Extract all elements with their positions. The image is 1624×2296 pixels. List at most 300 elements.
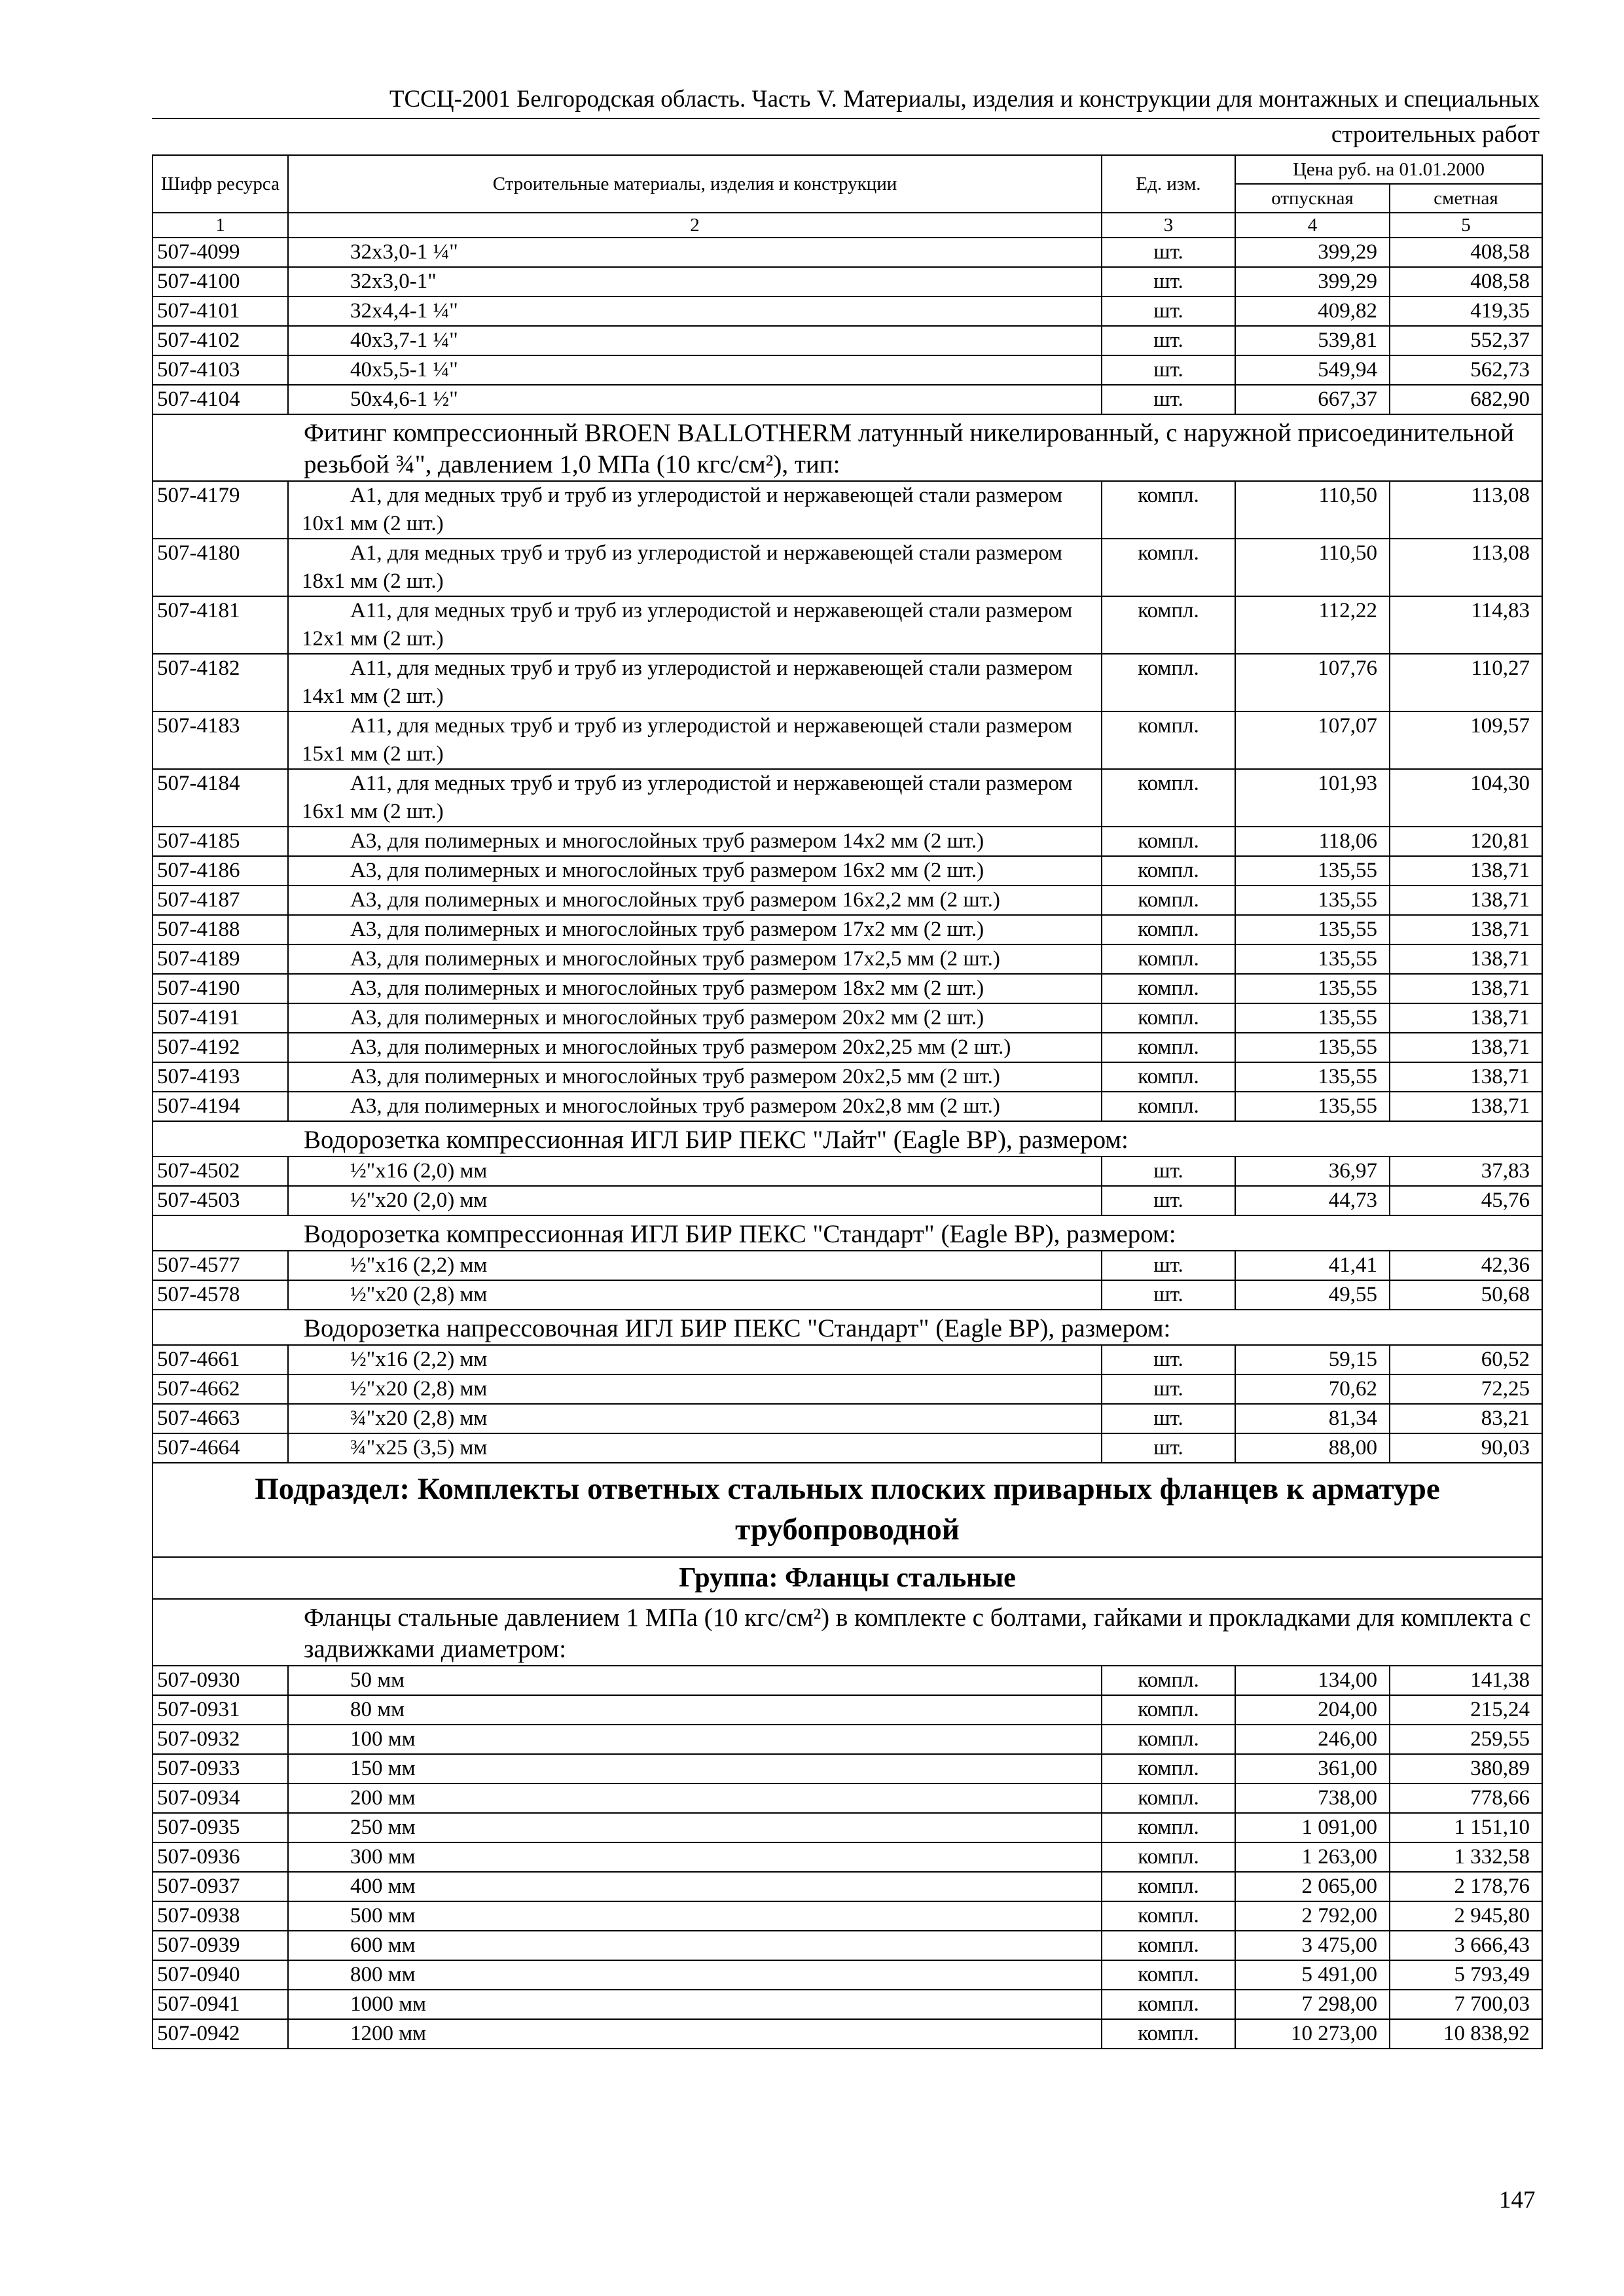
- unit-of-measure: компл.: [1102, 1092, 1235, 1121]
- resource-code: 507-4187: [153, 886, 288, 915]
- item-name: [288, 1990, 1102, 2019]
- item-name-text: 32х4,4-1 ¼": [350, 299, 458, 323]
- resource-code: 507-0940: [153, 1960, 288, 1990]
- unit-of-measure: компл.: [1102, 974, 1235, 1003]
- release-price: 3 475,00: [1235, 1931, 1390, 1960]
- resource-code: 507-4102: [153, 326, 288, 355]
- item-name: [288, 1931, 1102, 1960]
- resource-code: 507-4184: [153, 769, 288, 827]
- item-name: [288, 1280, 1102, 1310]
- item-name: [288, 1725, 1102, 1754]
- resource-code: 507-0933: [153, 1754, 288, 1784]
- table-body: [153, 238, 1542, 2049]
- estimate-price: 110,27: [1390, 654, 1542, 711]
- unit-of-measure: компл.: [1102, 596, 1235, 654]
- unit-of-measure: шт.: [1102, 296, 1235, 326]
- unit-of-measure: компл.: [1102, 1062, 1235, 1092]
- item-name: [288, 1157, 1102, 1186]
- item-name: [288, 1754, 1102, 1784]
- unit-of-measure: компл.: [1102, 711, 1235, 769]
- release-price: 5 491,00: [1235, 1960, 1390, 1990]
- unit-of-measure: шт.: [1102, 238, 1235, 267]
- item-name: [288, 915, 1102, 944]
- col-header-code: Шифр ресурса: [153, 155, 288, 213]
- group-heading-lite: Водорозетка компрессионная ИГЛ БИР ПЕКС "Лайт" (Eagle BP), размером:: [153, 1121, 1542, 1157]
- unit-of-measure: компл.: [1102, 1666, 1235, 1695]
- table-row: [153, 1433, 1542, 1463]
- table-row: [153, 2019, 1542, 2049]
- item-name-text: ½"х16 (2,2) мм: [350, 1348, 488, 1371]
- item-name: [288, 596, 1102, 654]
- table-row: [153, 1092, 1542, 1121]
- item-name: [288, 238, 1102, 267]
- item-name-text: 500 мм: [350, 1904, 416, 1928]
- item-name-text: А3, для полимерных и многослойных труб размером 14х2 мм (2 шт.): [350, 829, 984, 853]
- unit-of-measure: шт.: [1102, 1251, 1235, 1280]
- release-price: 1 091,00: [1235, 1813, 1390, 1842]
- release-price: 667,37: [1235, 385, 1390, 414]
- resource-code: 507-4100: [153, 267, 288, 296]
- resource-code: 507-4182: [153, 654, 288, 711]
- item-name: [288, 1404, 1102, 1433]
- unit-of-measure: компл.: [1102, 915, 1235, 944]
- unit-of-measure: шт.: [1102, 1280, 1235, 1310]
- resource-code: 507-4180: [153, 539, 288, 596]
- estimate-price: 380,89: [1390, 1754, 1542, 1784]
- release-price: 41,41: [1235, 1251, 1390, 1280]
- table-row: [153, 1251, 1542, 1280]
- item-name: [288, 1345, 1102, 1374]
- estimate-price: 138,71: [1390, 915, 1542, 944]
- item-name-text: 250 мм: [350, 1816, 416, 1839]
- table-row: [153, 915, 1542, 944]
- item-name: [288, 1251, 1102, 1280]
- unit-of-measure: компл.: [1102, 2019, 1235, 2049]
- item-name-text: 600 мм: [350, 1933, 416, 1957]
- item-name-text: 1000 мм: [350, 1992, 427, 2016]
- resource-code: 507-4503: [153, 1186, 288, 1215]
- table-row: [153, 267, 1542, 296]
- group-title: Группа: Фланцы стальные: [153, 1557, 1542, 1599]
- resource-code: 507-4663: [153, 1404, 288, 1433]
- table-row: [153, 1186, 1542, 1215]
- release-price: 81,34: [1235, 1404, 1390, 1433]
- unit-of-measure: компл.: [1102, 1931, 1235, 1960]
- resource-code: 507-0935: [153, 1813, 288, 1842]
- table-row: [153, 827, 1542, 856]
- item-name-text: ½"х16 (2,0) мм: [350, 1159, 488, 1183]
- table-row: [153, 1062, 1542, 1092]
- table-row: [153, 856, 1542, 886]
- item-name-text: А3, для полимерных и многослойных труб размером 16х2 мм (2 шт.): [350, 859, 984, 882]
- estimate-price: 2 945,80: [1390, 1901, 1542, 1931]
- release-price: 49,55: [1235, 1280, 1390, 1310]
- table-row: [153, 238, 1542, 267]
- table-row: [153, 1990, 1542, 2019]
- table-row: [153, 1157, 1542, 1186]
- item-name-text: А11, для медных труб и труб из углеродистой и нержавеющей стали размером 12х1 мм (2 шт.): [302, 599, 1073, 651]
- unit-of-measure: шт.: [1102, 1186, 1235, 1215]
- unit-of-measure: компл.: [1102, 1990, 1235, 2019]
- unit-of-measure: компл.: [1102, 539, 1235, 596]
- release-price: 135,55: [1235, 1033, 1390, 1062]
- group-row: [153, 1121, 1542, 1157]
- release-price: 246,00: [1235, 1725, 1390, 1754]
- unit-of-measure: компл.: [1102, 1003, 1235, 1033]
- item-name-text: 400 мм: [350, 1874, 416, 1898]
- table-row: [153, 1725, 1542, 1754]
- resource-code: 507-4193: [153, 1062, 288, 1092]
- estimate-price: 138,71: [1390, 974, 1542, 1003]
- estimate-price: 138,71: [1390, 1092, 1542, 1121]
- estimate-price: 682,90: [1390, 385, 1542, 414]
- estimate-price: 562,73: [1390, 355, 1542, 385]
- estimate-price: 552,37: [1390, 326, 1542, 355]
- item-name: [288, 385, 1102, 414]
- unit-of-measure: шт.: [1102, 385, 1235, 414]
- col-header-release-price: отпускная: [1235, 184, 1390, 213]
- estimate-price: 50,68: [1390, 1280, 1542, 1310]
- item-name-text: А11, для медных труб и труб из углеродистой и нержавеющей стали размером 16х1 мм (2 шт.): [302, 772, 1073, 823]
- unit-of-measure: шт.: [1102, 1374, 1235, 1404]
- item-name-text: 100 мм: [350, 1727, 416, 1751]
- release-price: 110,50: [1235, 539, 1390, 596]
- release-price: 539,81: [1235, 326, 1390, 355]
- unit-of-measure: компл.: [1102, 1842, 1235, 1872]
- group-row: [153, 1215, 1542, 1251]
- unit-of-measure: компл.: [1102, 1813, 1235, 1842]
- estimate-price: 72,25: [1390, 1374, 1542, 1404]
- item-name: [288, 974, 1102, 1003]
- header-line-1: ТССЦ-2001 Белгородская область. Часть V. Материалы, изделия и конструкции для монтажных и специальных: [389, 86, 1540, 113]
- release-price: 7 298,00: [1235, 1990, 1390, 2019]
- resource-code: 507-4502: [153, 1157, 288, 1186]
- table-row: [153, 1374, 1542, 1404]
- estimate-price: 5 793,49: [1390, 1960, 1542, 1990]
- resource-code: 507-4661: [153, 1345, 288, 1374]
- group-heading-press: Водорозетка напрессовочная ИГЛ БИР ПЕКС "Стандарт" (Eagle BP), размером:: [153, 1310, 1542, 1345]
- resource-code: 507-4190: [153, 974, 288, 1003]
- resource-code: 507-0942: [153, 2019, 288, 2049]
- table-row: [153, 355, 1542, 385]
- resource-code: 507-4578: [153, 1280, 288, 1310]
- price-table: [152, 154, 1543, 2049]
- resource-code: 507-0934: [153, 1784, 288, 1813]
- col-header-name: Строительные материалы, изделия и конструкции: [288, 155, 1102, 213]
- resource-code: 507-4194: [153, 1092, 288, 1121]
- release-price: 135,55: [1235, 1003, 1390, 1033]
- table-row: [153, 385, 1542, 414]
- item-name: [288, 711, 1102, 769]
- release-price: 135,55: [1235, 856, 1390, 886]
- item-name: [288, 769, 1102, 827]
- estimate-price: 60,52: [1390, 1345, 1542, 1374]
- col-number-5: 5: [1390, 213, 1542, 238]
- estimate-price: 778,66: [1390, 1784, 1542, 1813]
- resource-code: 507-0939: [153, 1931, 288, 1960]
- unit-of-measure: компл.: [1102, 827, 1235, 856]
- resource-code: 507-4181: [153, 596, 288, 654]
- table-row: [153, 1813, 1542, 1842]
- release-price: 135,55: [1235, 974, 1390, 1003]
- table-row: [153, 1842, 1542, 1872]
- estimate-price: 113,08: [1390, 481, 1542, 539]
- resource-code: 507-0936: [153, 1842, 288, 1872]
- resource-code: 507-4664: [153, 1433, 288, 1463]
- item-name: [288, 1695, 1102, 1725]
- table-row: [153, 326, 1542, 355]
- resource-code: 507-4577: [153, 1251, 288, 1280]
- release-price: 101,93: [1235, 769, 1390, 827]
- item-name: [288, 856, 1102, 886]
- release-price: 361,00: [1235, 1754, 1390, 1784]
- resource-code: 507-4192: [153, 1033, 288, 1062]
- table-row: [153, 1404, 1542, 1433]
- estimate-price: 1 151,10: [1390, 1813, 1542, 1842]
- estimate-price: 120,81: [1390, 827, 1542, 856]
- col-header-estimate-price: сметная: [1390, 184, 1542, 213]
- item-name-text: 200 мм: [350, 1786, 416, 1810]
- resource-code: 507-0930: [153, 1666, 288, 1695]
- item-name: [288, 1033, 1102, 1062]
- unit-of-measure: компл.: [1102, 1754, 1235, 1784]
- item-name-text: 50х4,6-1 ½": [350, 387, 458, 411]
- unit-of-measure: компл.: [1102, 769, 1235, 827]
- item-name-text: 40х3,7-1 ¼": [350, 329, 458, 352]
- item-name-text: А3, для полимерных и многослойных труб размером 16х2,2 мм (2 шт.): [350, 888, 1000, 912]
- unit-of-measure: шт.: [1102, 267, 1235, 296]
- group-row: [153, 414, 1542, 481]
- item-name: [288, 1092, 1102, 1121]
- subsection-title: Подраздел: Комплекты ответных стальных плоских приварных фланцев к арматуре трубопроводной: [153, 1463, 1542, 1557]
- release-price: 10 273,00: [1235, 2019, 1390, 2049]
- release-price: 107,76: [1235, 654, 1390, 711]
- item-name: [288, 481, 1102, 539]
- unit-of-measure: компл.: [1102, 1784, 1235, 1813]
- item-name: [288, 1872, 1102, 1901]
- table-row: [153, 539, 1542, 596]
- item-name-text: ½"х20 (2,8) мм: [350, 1377, 488, 1401]
- release-price: 549,94: [1235, 355, 1390, 385]
- estimate-price: 419,35: [1390, 296, 1542, 326]
- release-price: 1 263,00: [1235, 1842, 1390, 1872]
- table-row: [153, 1033, 1542, 1062]
- item-name-text: ½"х16 (2,2) мм: [350, 1253, 488, 1277]
- col-number-2: 2: [288, 213, 1102, 238]
- resource-code: 507-4101: [153, 296, 288, 326]
- release-price: 409,82: [1235, 296, 1390, 326]
- table-row: [153, 1280, 1542, 1310]
- resource-code: 507-4191: [153, 1003, 288, 1033]
- header-line-2: строительных работ: [1331, 121, 1540, 148]
- item-name-text: 150 мм: [350, 1757, 416, 1780]
- estimate-price: 104,30: [1390, 769, 1542, 827]
- table-row: [153, 596, 1542, 654]
- table-row: [153, 1666, 1542, 1695]
- item-name-text: 32х3,0-1 ¼": [350, 240, 458, 264]
- group-row: [153, 1599, 1542, 1666]
- release-price: 399,29: [1235, 238, 1390, 267]
- table-row: [153, 711, 1542, 769]
- group-heading-standard: Водорозетка компрессионная ИГЛ БИР ПЕКС "Стандарт" (Eagle BP), размером:: [153, 1215, 1542, 1251]
- item-name: [288, 654, 1102, 711]
- item-name: [288, 539, 1102, 596]
- table-row: [153, 1695, 1542, 1725]
- release-price: 88,00: [1235, 1433, 1390, 1463]
- unit-of-measure: шт.: [1102, 355, 1235, 385]
- col-number-4: 4: [1235, 213, 1390, 238]
- item-name: [288, 2019, 1102, 2049]
- resource-code: 507-4185: [153, 827, 288, 856]
- estimate-price: 37,83: [1390, 1157, 1542, 1186]
- item-name: [288, 1374, 1102, 1404]
- item-name-text: А1, для медных труб и труб из углеродистой и нержавеющей стали размером 10х1 мм (2 шт.): [302, 484, 1062, 535]
- item-name-text: А3, для полимерных и многослойных труб размером 20х2,8 мм (2 шт.): [350, 1094, 1000, 1118]
- estimate-price: 138,71: [1390, 1062, 1542, 1092]
- estimate-price: 141,38: [1390, 1666, 1542, 1695]
- estimate-price: 259,55: [1390, 1725, 1542, 1754]
- release-price: 135,55: [1235, 1092, 1390, 1121]
- unit-of-measure: компл.: [1102, 886, 1235, 915]
- estimate-price: 7 700,03: [1390, 1990, 1542, 2019]
- item-name-text: А1, для медных труб и труб из углеродистой и нержавеющей стали размером 18х1 мм (2 шт.): [302, 541, 1062, 593]
- resource-code: 507-0931: [153, 1695, 288, 1725]
- estimate-price: 138,71: [1390, 1003, 1542, 1033]
- item-name-text: А11, для медных труб и труб из углеродистой и нержавеющей стали размером 14х1 мм (2 шт.): [302, 656, 1073, 708]
- release-price: 135,55: [1235, 1062, 1390, 1092]
- unit-of-measure: компл.: [1102, 944, 1235, 974]
- table-row: [153, 974, 1542, 1003]
- col-header-unit: Ед. изм.: [1102, 155, 1235, 213]
- item-name-text: А3, для полимерных и многослойных труб размером 20х2,25 мм (2 шт.): [350, 1035, 1011, 1059]
- unit-of-measure: компл.: [1102, 1960, 1235, 1990]
- resource-code: 507-4179: [153, 481, 288, 539]
- release-price: 44,73: [1235, 1186, 1390, 1215]
- resource-code: 507-4183: [153, 711, 288, 769]
- unit-of-measure: компл.: [1102, 856, 1235, 886]
- estimate-price: 138,71: [1390, 1033, 1542, 1062]
- item-name-text: А3, для полимерных и многослойных труб размером 20х2,5 мм (2 шт.): [350, 1065, 1000, 1088]
- item-name: [288, 1666, 1102, 1695]
- item-name-text: ½"х20 (2,0) мм: [350, 1189, 488, 1212]
- release-price: 118,06: [1235, 827, 1390, 856]
- release-price: 107,07: [1235, 711, 1390, 769]
- section-row: [153, 1557, 1542, 1599]
- resource-code: 507-4189: [153, 944, 288, 974]
- table-row: [153, 1901, 1542, 1931]
- table-row: [153, 1345, 1542, 1374]
- col-number-1: 1: [153, 213, 288, 238]
- unit-of-measure: компл.: [1102, 481, 1235, 539]
- release-price: 135,55: [1235, 915, 1390, 944]
- table-row: [153, 1960, 1542, 1990]
- unit-of-measure: компл.: [1102, 1872, 1235, 1901]
- release-price: 204,00: [1235, 1695, 1390, 1725]
- unit-of-measure: компл.: [1102, 1901, 1235, 1931]
- release-price: 135,55: [1235, 886, 1390, 915]
- estimate-price: 138,71: [1390, 886, 1542, 915]
- unit-of-measure: шт.: [1102, 1433, 1235, 1463]
- table-row: [153, 769, 1542, 827]
- table-row: [153, 944, 1542, 974]
- table-row: [153, 481, 1542, 539]
- item-name-text: 32х3,0-1": [350, 270, 437, 293]
- estimate-price: 90,03: [1390, 1433, 1542, 1463]
- release-price: 36,97: [1235, 1157, 1390, 1186]
- estimate-price: 114,83: [1390, 596, 1542, 654]
- table-header: [153, 155, 1542, 238]
- estimate-price: 215,24: [1390, 1695, 1542, 1725]
- item-name: [288, 355, 1102, 385]
- item-name-text: А3, для полимерных и многослойных труб размером 18х2 мм (2 шт.): [350, 977, 984, 1000]
- table-row: [153, 1931, 1542, 1960]
- item-name-text: А11, для медных труб и труб из углеродистой и нержавеющей стали размером 15х1 мм (2 шт.): [302, 714, 1073, 766]
- release-price: 59,15: [1235, 1345, 1390, 1374]
- resource-code: 507-4103: [153, 355, 288, 385]
- item-name-text: А3, для полимерных и многослойных труб размером 17х2,5 мм (2 шт.): [350, 947, 1000, 971]
- col-header-price: Цена руб. на 01.01.2000: [1235, 155, 1542, 184]
- resource-code: 507-0938: [153, 1901, 288, 1931]
- page-number: 147: [1499, 2187, 1536, 2214]
- item-name: [288, 1960, 1102, 1990]
- item-name-text: А3, для полимерных и многослойных труб размером 20х2 мм (2 шт.): [350, 1006, 984, 1030]
- estimate-price: 408,58: [1390, 238, 1542, 267]
- item-name-text: ½"х20 (2,8) мм: [350, 1283, 488, 1306]
- table-row: [153, 1784, 1542, 1813]
- resource-code: 507-4099: [153, 238, 288, 267]
- release-price: 135,55: [1235, 944, 1390, 974]
- running-header: [152, 84, 1540, 152]
- release-price: 738,00: [1235, 1784, 1390, 1813]
- unit-of-measure: шт.: [1102, 1404, 1235, 1433]
- item-name: [288, 1186, 1102, 1215]
- item-name: [288, 296, 1102, 326]
- release-price: 112,22: [1235, 596, 1390, 654]
- release-price: 2 065,00: [1235, 1872, 1390, 1901]
- section-row: [153, 1463, 1542, 1557]
- col-number-3: 3: [1102, 213, 1235, 238]
- release-price: 2 792,00: [1235, 1901, 1390, 1931]
- item-name-text: 40х5,5-1 ¼": [350, 358, 458, 382]
- table-row: [153, 886, 1542, 915]
- estimate-price: 2 178,76: [1390, 1872, 1542, 1901]
- table-row: [153, 1003, 1542, 1033]
- estimate-price: 138,71: [1390, 856, 1542, 886]
- item-name: [288, 1784, 1102, 1813]
- item-name: [288, 1062, 1102, 1092]
- release-price: 110,50: [1235, 481, 1390, 539]
- unit-of-measure: компл.: [1102, 654, 1235, 711]
- resource-code: 507-4662: [153, 1374, 288, 1404]
- item-name-text: А3, для полимерных и многослойных труб размером 17х2 мм (2 шт.): [350, 918, 984, 941]
- item-name-text: 80 мм: [350, 1698, 405, 1721]
- resource-code: 507-4186: [153, 856, 288, 886]
- table-row: [153, 654, 1542, 711]
- item-name: [288, 1842, 1102, 1872]
- table-row: [153, 1872, 1542, 1901]
- item-name-text: 300 мм: [350, 1845, 416, 1869]
- resource-code: 507-0937: [153, 1872, 288, 1901]
- item-name-text: 1200 мм: [350, 2022, 427, 2045]
- item-name: [288, 1003, 1102, 1033]
- item-name-text: ¾"х20 (2,8) мм: [350, 1407, 488, 1430]
- table-row: [153, 296, 1542, 326]
- item-name: [288, 267, 1102, 296]
- group-row: [153, 1310, 1542, 1345]
- group-heading-fittings: Фитинг компрессионный BROEN BALLOTHERM латунный никелированный, с наружной присоединительной резьбой ¾", давлением 1,0 МПа (10 кгс/см²), тип:: [153, 414, 1542, 481]
- resource-code: 507-0932: [153, 1725, 288, 1754]
- release-price: 134,00: [1235, 1666, 1390, 1695]
